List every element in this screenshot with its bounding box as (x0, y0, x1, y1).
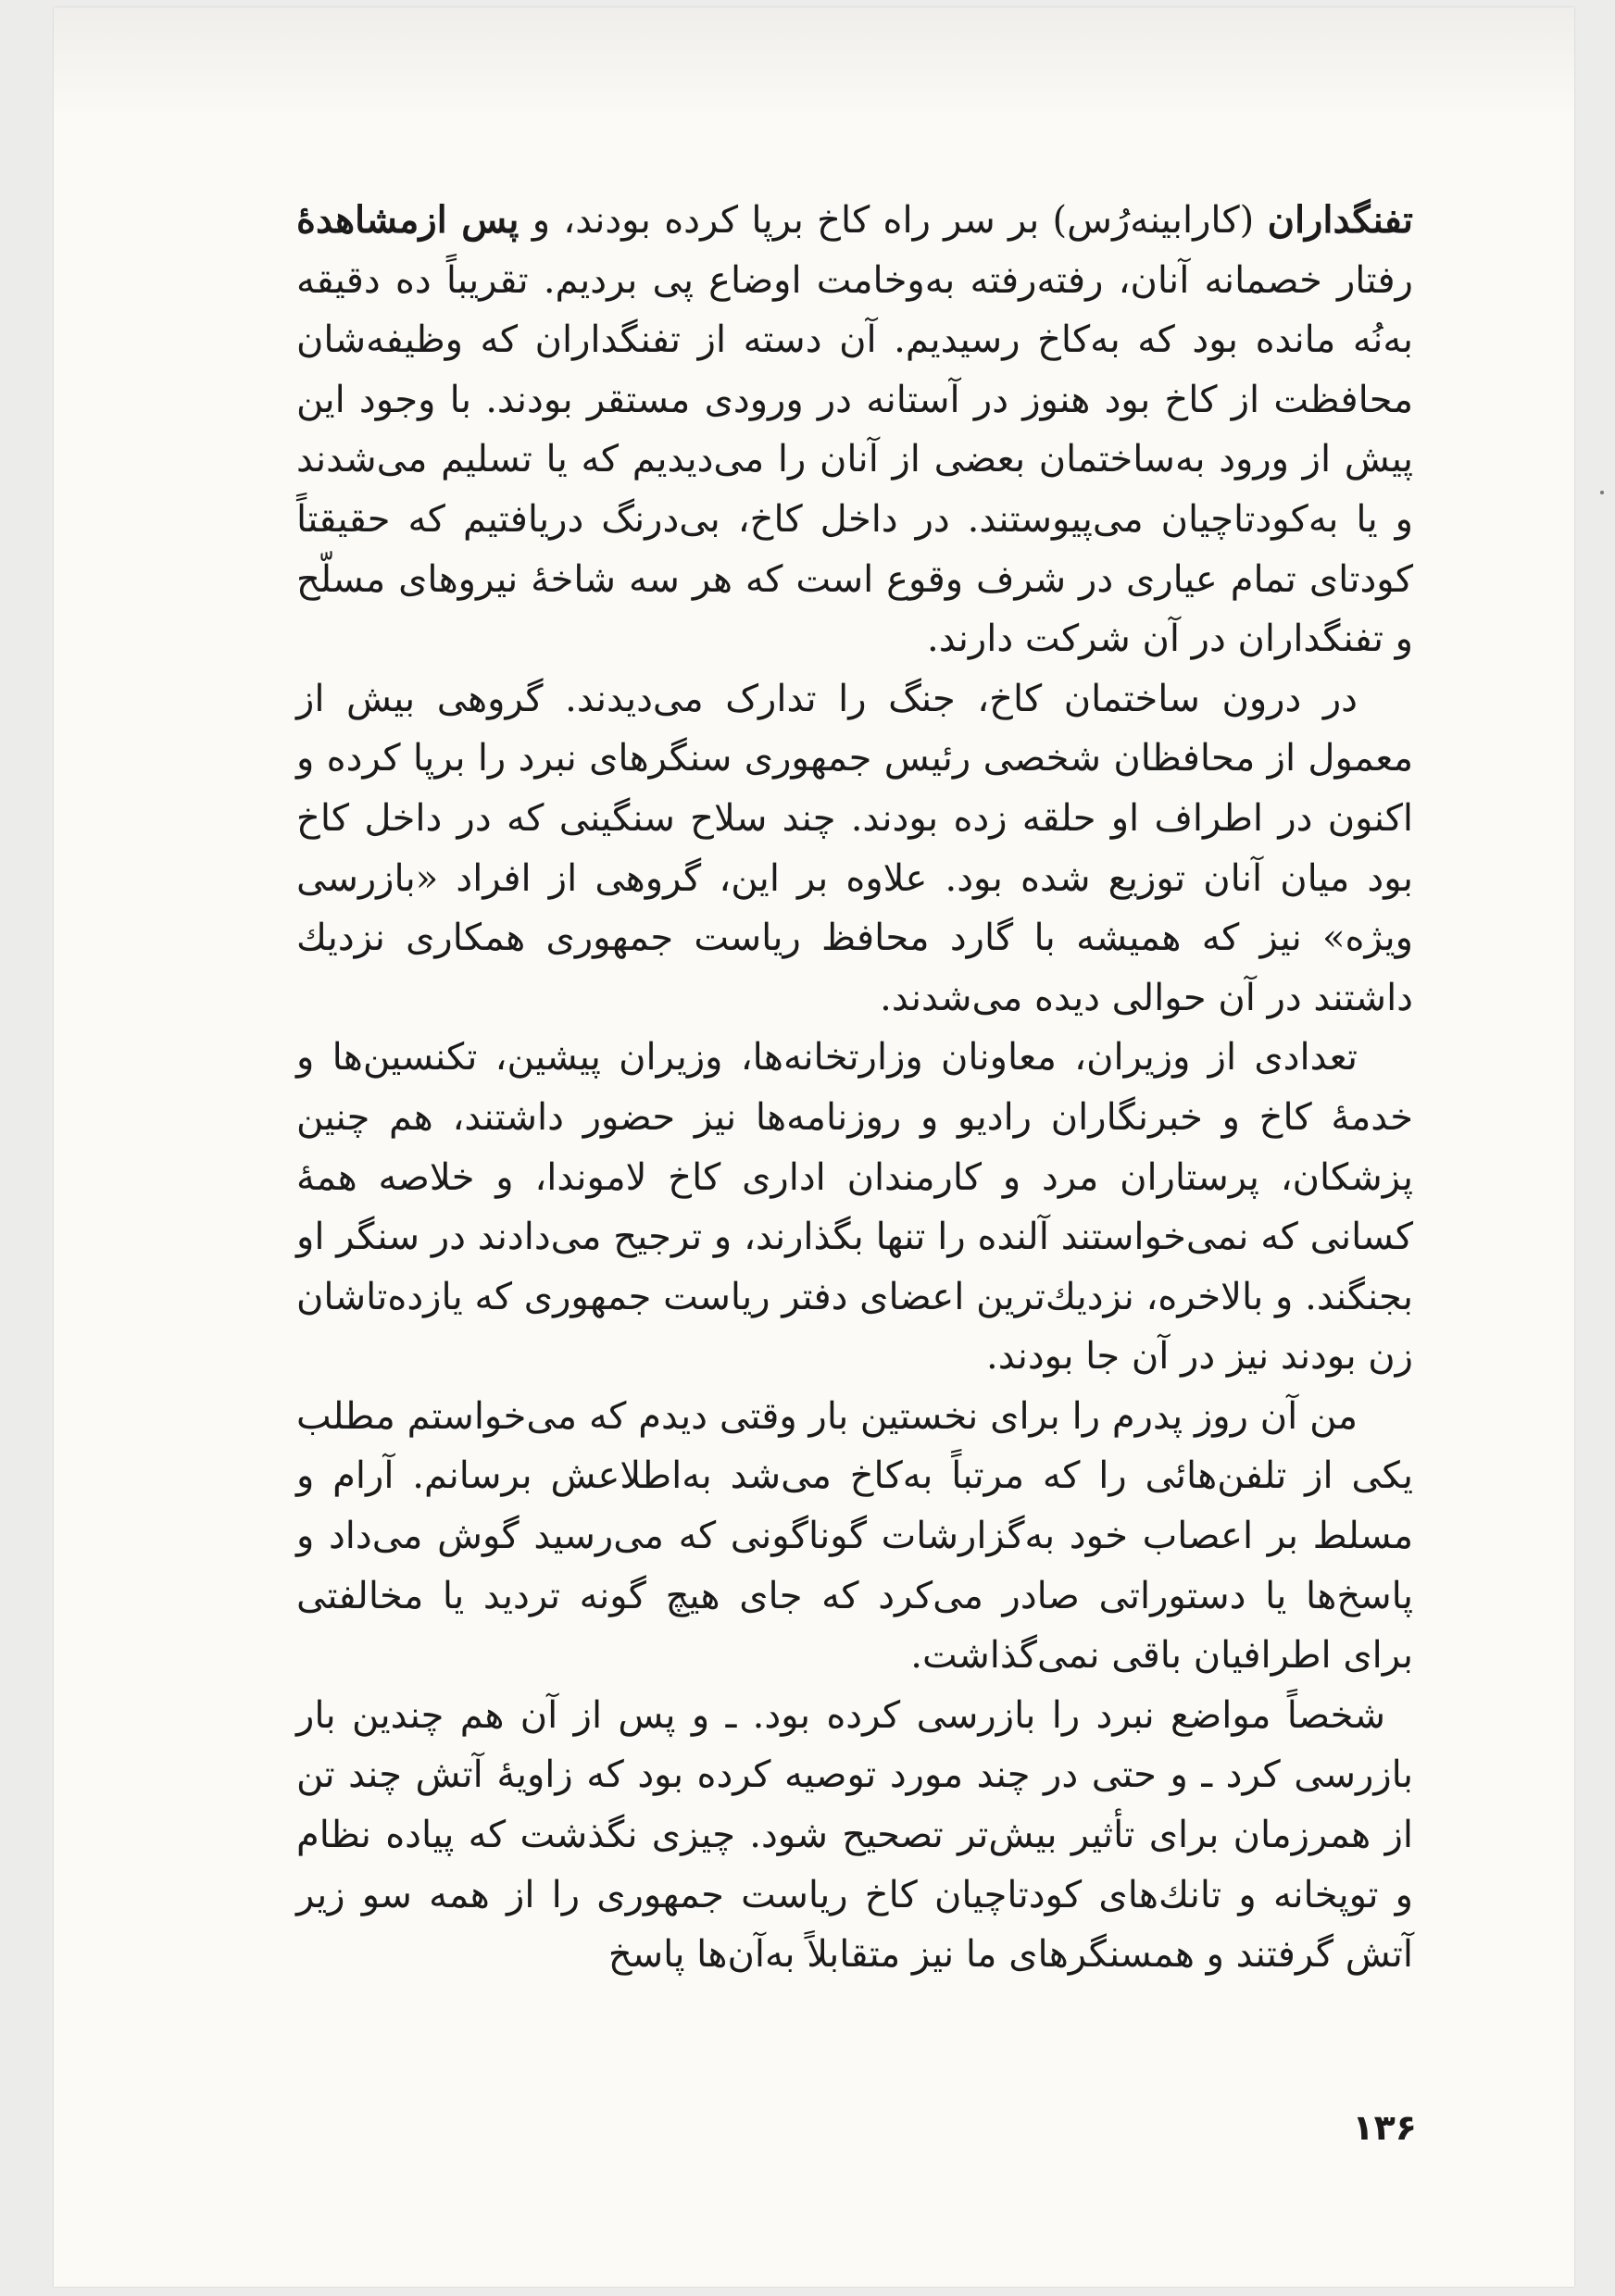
paragraph-1 (296, 191, 1413, 669)
paragraph-1-middle: (کارابینه‌رُس) بر سر راه کاخ برپا کرده بودند، و (519, 199, 1268, 242)
paragraph-1-lead: تفنگداران (1267, 198, 1414, 242)
paragraph-1-rest: رفتار خصمانه آنان، رفته‌رفته به‌وخامت اوضاع پی بردیم. تقریباً ده دقیقه به‌نُه مانده بود که به‌کاخ رسیدیم. آن دسته از تفنگداران که وظیفه‌شان محافظت از کاخ بود هنوز در آستانه در ورودی مستقر بودند. با وجود این پیش از ورود به‌ساختمان بعضی از آنان را می‌دیدیم که یا تسلیم می‌شدند و یا به‌کودتاچیان می‌پیوستند. در داخل کاخ، بی‌درنگ دریافتیم که حقیقتاً کودتای تمام عیاری در شرف وقوع است که هر سه شاخهٔ نیروهای مسلّح و تفنگداران در آن شرکت دارند. (296, 258, 1414, 661)
paragraph-2: در درون ساختمان کاخ، جنگ را تدارک می‌دیدند. گروهی بیش از معمول از محافظان شخصی رئیس جمهوری سنگرهای نبرد را برپا کرده و اکنون در اطراف او حلقه زده بودند. چند سلاح سنگینی که در داخل کاخ بود میان آنان توزیع شده بود. علاوه بر این، گروهی از افراد «بازرسی ویژه» نیز که همیشه با گارد محافظ ریاست جمهوری همکاری نزدیك داشتند در آن حوالی دیده می‌شدند. (296, 677, 1413, 1019)
page-number: ۱۳۶ (1352, 2107, 1417, 2148)
paragraph-5: شخصاً مواضع نبرد را بازرسی کرده بود. ـ و پس از آن هم چندین بار بازرسی کرد ـ و حتی در چند مورد توصیه کرده بود که زاویهٔ آتش چند تن از همرزمان برای تأثیر بیش‌تر تصحیح شود. چیزی نگذشت که پیاده نظام و توپخانه و تانك‌های کودتاچیان کاخ ریاست جمهوری را از همه سو زیر آتش گرفتند و همسنگرهای ما نیز متقابلاً به‌آن‌ها پاسخ (296, 1693, 1414, 1977)
paragraph-3: تعدادی از وزیران، معاونان وزارتخانه‌ها، وزیران پیشین، تکنسین‌ها و خدمهٔ کاخ و خبرنگاران رادیو و روزنامه‌ها نیز حضور داشتند، هم چنین پزشکان، پرستاران مرد و کارمندان اداری کاخ لاموندا، و خلاصه همهٔ کسانی که نمی‌خواستند آلنده را تنها بگذارند، و ترجیح می‌دادند در سنگر او بجنگند. و بالاخره، نزدیك‌ترین اعضای دفتر ریاست جمهوری که یازده‌تاشان زن بودند نیز در آن جا بودند. (296, 1036, 1413, 1379)
book-page (54, 7, 1574, 2287)
scan-speck (1600, 491, 1604, 494)
paragraph-4: من آن روز پدرم را برای نخستین بار وقتی دیدم که می‌خواستم مطلب یکی از تلفن‌هائی را که مرتباً به‌کاخ می‌شد به‌اطلاعش برسانم. آرام و مسلط بر اعصاب خود به‌گزارشات گوناگونی که می‌رسید گوش می‌داد و پاسخ‌ها یا دستوراتی صادر می‌کرد که جای هیچ گونه تردید یا مخالفتی برای اطرافیان باقی نمی‌گذاشت. (296, 1394, 1413, 1678)
paragraph-1-bold-tail: پس ازمشاهدهٔ (296, 198, 520, 242)
body-text (296, 191, 1413, 1985)
